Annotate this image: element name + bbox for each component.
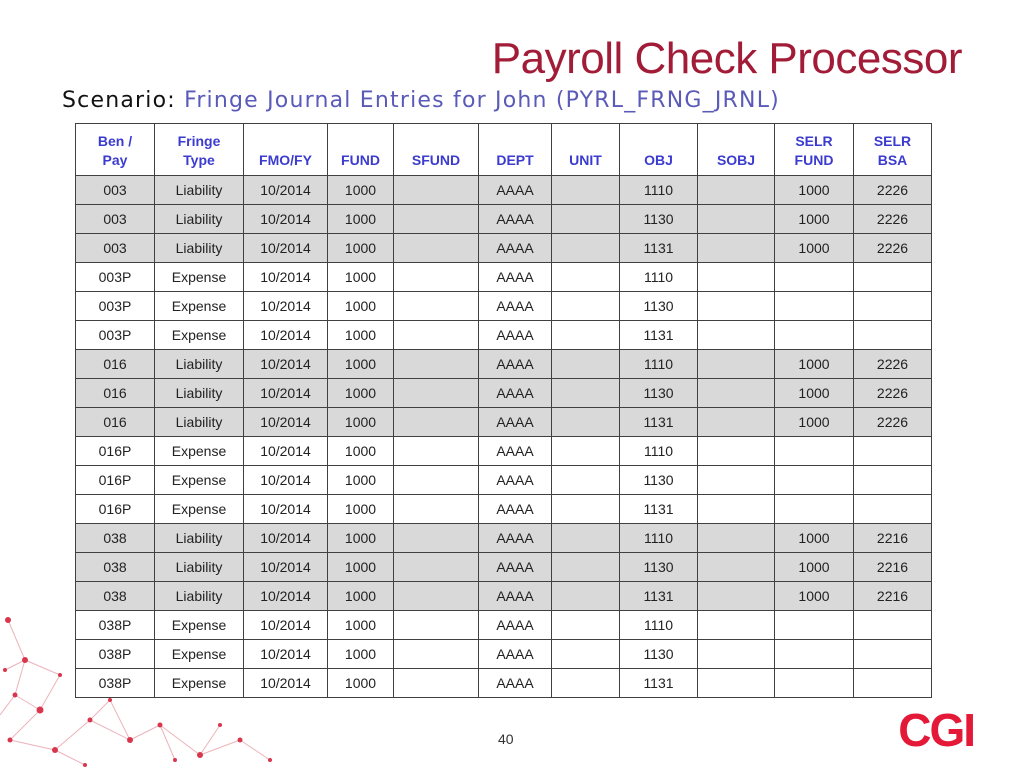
- cell-sfund: [394, 669, 479, 698]
- cell-obj: 1110: [620, 263, 698, 292]
- cell-selr-bsa: [854, 292, 932, 321]
- cell-fund: 1000: [328, 553, 394, 582]
- cell-fmo-fy: 10/2014: [244, 466, 328, 495]
- cell-selr-fund: 1000: [775, 176, 854, 205]
- cell-fringe-type: Liability: [155, 379, 244, 408]
- cell-selr-fund: 1000: [775, 524, 854, 553]
- cell-fmo-fy: 10/2014: [244, 553, 328, 582]
- cell-selr-fund: 1000: [775, 553, 854, 582]
- cell-unit: [552, 176, 620, 205]
- table-row: [76, 495, 932, 524]
- cell-selr-bsa: [854, 495, 932, 524]
- cell-obj: 1110: [620, 176, 698, 205]
- cell-fmo-fy: 10/2014: [244, 582, 328, 611]
- cell-fringe-type: Liability: [155, 553, 244, 582]
- cell-obj: 1131: [620, 582, 698, 611]
- cell-selr-bsa: 2226: [854, 176, 932, 205]
- cell-dept: AAAA: [479, 524, 552, 553]
- slide-title: Payroll Check Processor: [491, 34, 962, 83]
- cell-dept: AAAA: [479, 408, 552, 437]
- cell-unit: [552, 611, 620, 640]
- cell-fund: 1000: [328, 611, 394, 640]
- column-header-line: Ben /: [97, 133, 133, 149]
- column-header-line: Pay: [102, 152, 128, 168]
- cell-ben-pay: 016P: [76, 495, 155, 524]
- cell-dept: AAAA: [479, 669, 552, 698]
- cell-selr-bsa: 2216: [854, 524, 932, 553]
- cell-unit: [552, 495, 620, 524]
- cell-fringe-type: Liability: [155, 205, 244, 234]
- cell-selr-bsa: 2226: [854, 234, 932, 263]
- cell-dept: AAAA: [479, 379, 552, 408]
- cell-sobj: [698, 553, 775, 582]
- cell-fringe-type: Liability: [155, 176, 244, 205]
- cell-sobj: [698, 234, 775, 263]
- column-header-unit: [552, 124, 620, 176]
- cell-fringe-type: Liability: [155, 408, 244, 437]
- cell-fund: 1000: [328, 176, 394, 205]
- cell-sobj: [698, 205, 775, 234]
- cell-fund: 1000: [328, 582, 394, 611]
- cell-fringe-type: Expense: [155, 640, 244, 669]
- column-header-line: FUND: [341, 152, 380, 168]
- cell-obj: 1130: [620, 379, 698, 408]
- cell-unit: [552, 350, 620, 379]
- cell-fund: 1000: [328, 379, 394, 408]
- cell-sfund: [394, 466, 479, 495]
- cell-fmo-fy: 10/2014: [244, 176, 328, 205]
- cell-obj: 1110: [620, 350, 698, 379]
- cell-ben-pay: 016: [76, 379, 155, 408]
- cell-sfund: [394, 379, 479, 408]
- column-header-line: FUND: [794, 152, 834, 168]
- scenario-value: Fringe Journal Entries for John (PYRL_FRNG_JRNL): [184, 88, 780, 113]
- table-row: [76, 640, 932, 669]
- cell-unit: [552, 379, 620, 408]
- cell-unit: [552, 292, 620, 321]
- cell-fund: 1000: [328, 466, 394, 495]
- table-row: [76, 437, 932, 466]
- cell-dept: AAAA: [479, 234, 552, 263]
- cell-selr-fund: [775, 263, 854, 292]
- column-header-ben-pay: [76, 124, 155, 176]
- cell-selr-fund: 1000: [775, 408, 854, 437]
- cell-selr-fund: [775, 495, 854, 524]
- column-header-sobj: [698, 124, 775, 176]
- table-header-row: [76, 124, 932, 176]
- table-row: [76, 176, 932, 205]
- cell-fmo-fy: 10/2014: [244, 263, 328, 292]
- cell-selr-bsa: [854, 263, 932, 292]
- table-row: [76, 611, 932, 640]
- cell-selr-fund: [775, 292, 854, 321]
- cell-sfund: [394, 524, 479, 553]
- cell-selr-bsa: [854, 321, 932, 350]
- cell-fund: 1000: [328, 437, 394, 466]
- table-row: [76, 350, 932, 379]
- cell-unit: [552, 466, 620, 495]
- cell-fmo-fy: 10/2014: [244, 495, 328, 524]
- cell-obj: 1130: [620, 205, 698, 234]
- cell-fund: 1000: [328, 669, 394, 698]
- cell-ben-pay: 016P: [76, 437, 155, 466]
- cell-fringe-type: Expense: [155, 263, 244, 292]
- cell-obj: 1131: [620, 669, 698, 698]
- cell-obj: 1130: [620, 640, 698, 669]
- table-row: [76, 321, 932, 350]
- cell-sfund: [394, 234, 479, 263]
- column-header-line: DEPT: [496, 152, 534, 168]
- cell-sobj: [698, 669, 775, 698]
- table-row: [76, 408, 932, 437]
- cell-dept: AAAA: [479, 582, 552, 611]
- cell-ben-pay: 038: [76, 524, 155, 553]
- cell-dept: AAAA: [479, 263, 552, 292]
- cell-fund: 1000: [328, 234, 394, 263]
- table-row: [76, 466, 932, 495]
- cell-fringe-type: Expense: [155, 466, 244, 495]
- column-header-fringe-type: [155, 124, 244, 176]
- column-header-line: BSA: [877, 152, 908, 168]
- cell-dept: AAAA: [479, 640, 552, 669]
- cell-selr-fund: [775, 437, 854, 466]
- cell-sfund: [394, 292, 479, 321]
- column-header-line: OBJ: [644, 152, 673, 168]
- cell-unit: [552, 408, 620, 437]
- cell-ben-pay: 003: [76, 176, 155, 205]
- cell-fringe-type: Expense: [155, 495, 244, 524]
- cell-sfund: [394, 611, 479, 640]
- cell-sfund: [394, 408, 479, 437]
- column-header-fund: [328, 124, 394, 176]
- cell-fund: 1000: [328, 640, 394, 669]
- cell-obj: 1131: [620, 495, 698, 524]
- cell-obj: 1130: [620, 292, 698, 321]
- table-row: [76, 292, 932, 321]
- cell-unit: [552, 321, 620, 350]
- cell-ben-pay: 016P: [76, 466, 155, 495]
- table-row: [76, 234, 932, 263]
- table-row: [76, 263, 932, 292]
- cell-fund: 1000: [328, 263, 394, 292]
- table-row: [76, 205, 932, 234]
- cell-sobj: [698, 466, 775, 495]
- cell-ben-pay: 003: [76, 234, 155, 263]
- column-header-line: SFUND: [411, 152, 461, 168]
- cell-sobj: [698, 408, 775, 437]
- cell-sobj: [698, 495, 775, 524]
- cell-fmo-fy: 10/2014: [244, 437, 328, 466]
- cell-sobj: [698, 321, 775, 350]
- cell-selr-fund: [775, 640, 854, 669]
- cell-fund: 1000: [328, 321, 394, 350]
- cell-selr-bsa: 2216: [854, 553, 932, 582]
- cell-ben-pay: 038: [76, 553, 155, 582]
- cell-selr-bsa: [854, 437, 932, 466]
- cell-sfund: [394, 263, 479, 292]
- cell-unit: [552, 263, 620, 292]
- cell-sfund: [394, 582, 479, 611]
- cell-sobj: [698, 582, 775, 611]
- cell-fmo-fy: 10/2014: [244, 321, 328, 350]
- cell-selr-fund: 1000: [775, 205, 854, 234]
- cell-fund: 1000: [328, 205, 394, 234]
- column-header-line: Type: [183, 152, 215, 168]
- cell-selr-fund: [775, 611, 854, 640]
- cell-fringe-type: Expense: [155, 437, 244, 466]
- column-header-line: SELR: [795, 133, 833, 149]
- cell-selr-bsa: [854, 611, 932, 640]
- cell-dept: AAAA: [479, 321, 552, 350]
- cell-unit: [552, 640, 620, 669]
- cell-unit: [552, 437, 620, 466]
- cell-obj: 1130: [620, 553, 698, 582]
- cell-sfund: [394, 350, 479, 379]
- column-header-obj: [620, 124, 698, 176]
- cell-fmo-fy: 10/2014: [244, 408, 328, 437]
- cell-fringe-type: Liability: [155, 524, 244, 553]
- cell-fund: 1000: [328, 350, 394, 379]
- cell-obj: 1131: [620, 408, 698, 437]
- cell-sfund: [394, 640, 479, 669]
- cell-selr-bsa: [854, 640, 932, 669]
- cell-unit: [552, 553, 620, 582]
- cell-selr-bsa: 2226: [854, 350, 932, 379]
- cell-fringe-type: Expense: [155, 321, 244, 350]
- cell-ben-pay: 003P: [76, 292, 155, 321]
- cell-selr-fund: 1000: [775, 350, 854, 379]
- cell-obj: 1131: [620, 234, 698, 263]
- column-header-line: SOBJ: [716, 152, 756, 168]
- column-header-dept: [479, 124, 552, 176]
- cell-fmo-fy: 10/2014: [244, 669, 328, 698]
- cell-unit: [552, 669, 620, 698]
- column-header-line: FMO/FY: [259, 152, 312, 168]
- table-row: [76, 379, 932, 408]
- cell-fmo-fy: 10/2014: [244, 292, 328, 321]
- cell-dept: AAAA: [479, 495, 552, 524]
- page-number: 40: [498, 731, 514, 747]
- cell-unit: [552, 582, 620, 611]
- cell-selr-fund: [775, 321, 854, 350]
- cell-fund: 1000: [328, 524, 394, 553]
- cell-selr-fund: 1000: [775, 379, 854, 408]
- cell-fringe-type: Expense: [155, 611, 244, 640]
- table-row: [76, 553, 932, 582]
- cell-fringe-type: Liability: [155, 582, 244, 611]
- cell-dept: AAAA: [479, 176, 552, 205]
- cell-fund: 1000: [328, 292, 394, 321]
- table-row: [76, 669, 932, 698]
- cell-obj: 1130: [620, 466, 698, 495]
- cell-dept: AAAA: [479, 292, 552, 321]
- scenario-line: [62, 88, 780, 113]
- cell-selr-fund: [775, 669, 854, 698]
- table-body: [76, 176, 932, 698]
- cell-selr-bsa: 2226: [854, 379, 932, 408]
- cell-sfund: [394, 205, 479, 234]
- cell-fmo-fy: 10/2014: [244, 234, 328, 263]
- cell-ben-pay: 016: [76, 350, 155, 379]
- column-header-sfund: [394, 124, 479, 176]
- cell-sobj: [698, 611, 775, 640]
- cell-selr-bsa: 2226: [854, 205, 932, 234]
- cell-dept: AAAA: [479, 205, 552, 234]
- column-header-line: Fringe: [177, 133, 221, 149]
- cell-fund: 1000: [328, 408, 394, 437]
- cell-sfund: [394, 176, 479, 205]
- column-header-fmo-fy: [244, 124, 328, 176]
- cell-dept: AAAA: [479, 611, 552, 640]
- table-row: [76, 582, 932, 611]
- cell-fmo-fy: 10/2014: [244, 205, 328, 234]
- cell-ben-pay: 016: [76, 408, 155, 437]
- cell-selr-fund: [775, 466, 854, 495]
- cell-selr-bsa: [854, 466, 932, 495]
- cell-sobj: [698, 379, 775, 408]
- cell-sobj: [698, 640, 775, 669]
- cell-dept: AAAA: [479, 350, 552, 379]
- cell-sfund: [394, 495, 479, 524]
- cell-ben-pay: 003: [76, 205, 155, 234]
- cell-sfund: [394, 437, 479, 466]
- cell-unit: [552, 234, 620, 263]
- cell-unit: [552, 205, 620, 234]
- cell-dept: AAAA: [479, 553, 552, 582]
- cell-selr-fund: 1000: [775, 582, 854, 611]
- cell-ben-pay: 038P: [76, 640, 155, 669]
- cell-ben-pay: 038P: [76, 669, 155, 698]
- cell-fmo-fy: 10/2014: [244, 350, 328, 379]
- cell-fmo-fy: 10/2014: [244, 524, 328, 553]
- table-row: [76, 524, 932, 553]
- cell-fringe-type: Expense: [155, 669, 244, 698]
- cell-selr-fund: 1000: [775, 234, 854, 263]
- cell-sobj: [698, 263, 775, 292]
- cell-sobj: [698, 292, 775, 321]
- column-header-selr-fund: [775, 124, 854, 176]
- cell-selr-bsa: [854, 669, 932, 698]
- cell-sfund: [394, 553, 479, 582]
- cell-fringe-type: Expense: [155, 292, 244, 321]
- cell-sobj: [698, 176, 775, 205]
- cell-obj: 1131: [620, 321, 698, 350]
- cell-ben-pay: 038P: [76, 611, 155, 640]
- cell-fmo-fy: 10/2014: [244, 379, 328, 408]
- cell-unit: [552, 524, 620, 553]
- cell-fmo-fy: 10/2014: [244, 611, 328, 640]
- cell-dept: AAAA: [479, 466, 552, 495]
- column-header-line: UNIT: [569, 152, 602, 168]
- cell-fringe-type: Liability: [155, 350, 244, 379]
- cell-fund: 1000: [328, 495, 394, 524]
- cell-sfund: [394, 321, 479, 350]
- cgi-logo: CGI: [898, 704, 974, 756]
- column-header-selr-bsa: [854, 124, 932, 176]
- cell-sobj: [698, 524, 775, 553]
- cell-sobj: [698, 350, 775, 379]
- journal-entries-table: [75, 123, 932, 698]
- cell-selr-bsa: 2226: [854, 408, 932, 437]
- cell-fringe-type: Liability: [155, 234, 244, 263]
- column-header-line: SELR: [873, 133, 912, 149]
- cell-sobj: [698, 437, 775, 466]
- cell-dept: AAAA: [479, 437, 552, 466]
- cell-selr-bsa: 2216: [854, 582, 932, 611]
- cell-obj: 1110: [620, 611, 698, 640]
- cell-obj: 1110: [620, 437, 698, 466]
- scenario-label: Scenario:: [62, 88, 176, 113]
- cell-ben-pay: 003P: [76, 263, 155, 292]
- cell-ben-pay: 038: [76, 582, 155, 611]
- cell-fmo-fy: 10/2014: [244, 640, 328, 669]
- cell-ben-pay: 003P: [76, 321, 155, 350]
- cell-obj: 1110: [620, 524, 698, 553]
